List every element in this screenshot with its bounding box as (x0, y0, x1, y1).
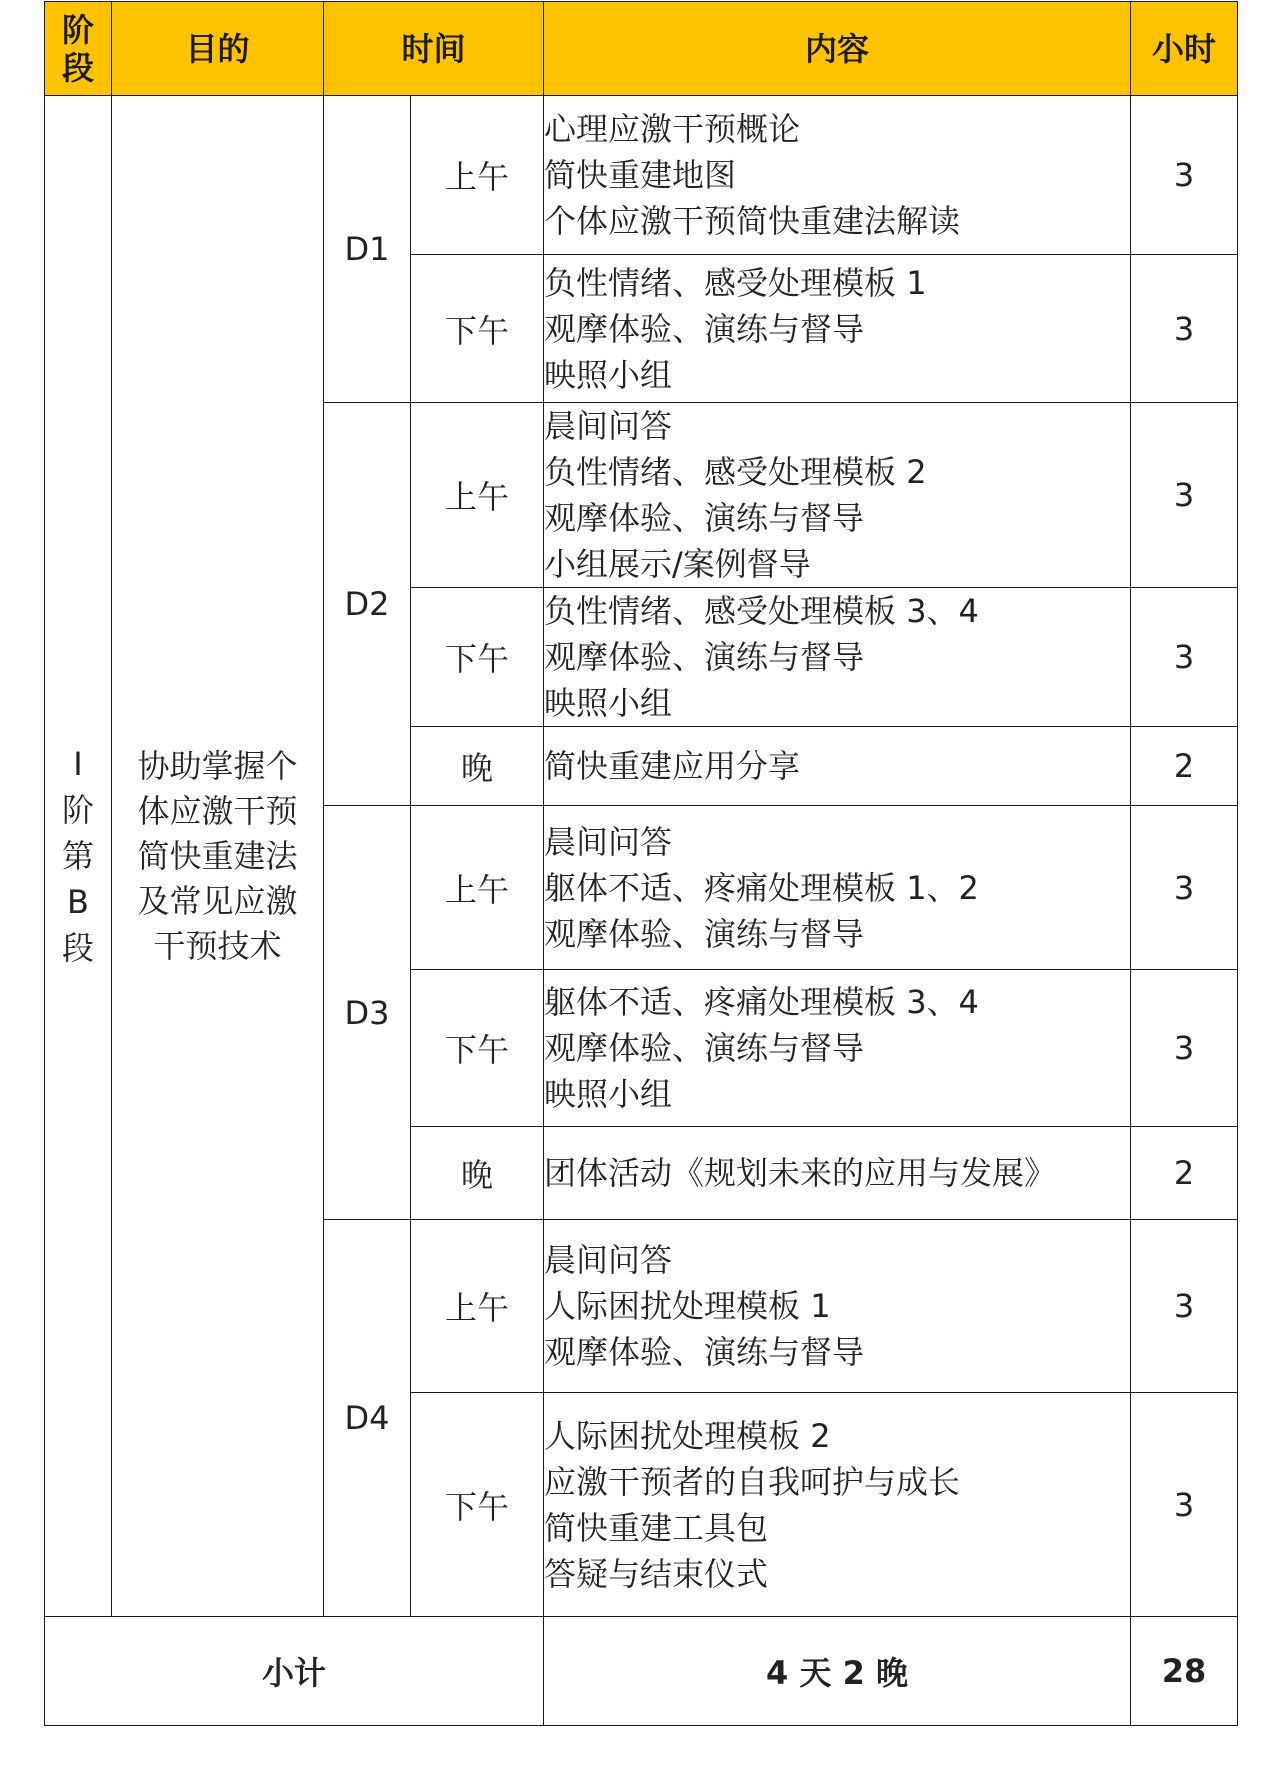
session-content (544, 727, 1131, 806)
content-line: 简快重建工具包 (544, 1508, 769, 1547)
header-stage: 阶 段 (45, 2, 112, 96)
purpose-line: 干预技术 (153, 926, 282, 965)
purpose-line: 体应激干预 (137, 791, 298, 830)
content-line: 晨间问答 (544, 822, 673, 861)
content-line: 心理应激干预概论 (544, 110, 801, 148)
stage-char: 第 (61, 837, 94, 875)
session-content (544, 1220, 1131, 1393)
header-content: 内容 (544, 2, 1131, 96)
content-line: 观摩体验、演练与督导 (544, 499, 865, 537)
session-time: 下午 (411, 970, 544, 1127)
session-time: 上午 (411, 1220, 544, 1393)
content-line: 观摩体验、演练与督导 (544, 1333, 865, 1371)
session-time: 上午 (411, 96, 544, 255)
subtotal-hours: 28 (1131, 1617, 1238, 1726)
session-time: 下午 (411, 1393, 544, 1617)
subtotal-duration: 4 天 2 晚 (544, 1617, 1131, 1726)
session-content (544, 96, 1131, 255)
content-line: 观摩体验、演练与督导 (544, 1029, 865, 1067)
session-content (544, 970, 1131, 1127)
content-line: 躯体不适、疼痛处理模板 1、2 (544, 868, 979, 907)
content-line: 负性情绪、感受处理模板 2 (544, 453, 927, 491)
header-time: 时间 (324, 2, 544, 96)
session-hours: 3 (1131, 255, 1238, 403)
content-line: 映照小组 (544, 355, 673, 394)
session-content (544, 255, 1131, 403)
content-line: 观摩体验、演练与督导 (544, 638, 865, 676)
session-content (544, 403, 1131, 588)
session-row (45, 96, 1238, 255)
session-hours: 3 (1131, 806, 1238, 970)
content-line: 小组展示/案例督导 (544, 545, 811, 583)
stage-char: 段 (61, 929, 94, 967)
session-content (544, 806, 1131, 970)
purpose-line: 简快重建法 (137, 836, 298, 875)
purpose-line: 及常见应激 (137, 881, 298, 920)
purpose-cell (112, 96, 324, 1617)
stage-cell (45, 96, 112, 1617)
content-line: 人际困扰处理模板 1 (544, 1287, 831, 1325)
session-time: 下午 (411, 588, 544, 727)
subtotal-label: 小计 (45, 1617, 544, 1726)
day-label: D3 (324, 806, 411, 1220)
content-line: 团体活动《规划未来的应用与发展》 (544, 1154, 1057, 1192)
content-line: 人际困扰处理模板 2 (544, 1416, 831, 1455)
content-line: 观摩体验、演练与督导 (544, 914, 865, 953)
content-line: 简快重建地图 (544, 156, 737, 194)
content-line: 映照小组 (544, 684, 673, 722)
session-time: 上午 (411, 806, 544, 970)
session-time: 上午 (411, 403, 544, 588)
header-hours: 小时 (1131, 2, 1238, 96)
stage-char: I (73, 745, 83, 783)
content-line: 应激干预者的自我呵护与成长 (544, 1462, 961, 1501)
day-label: D4 (324, 1220, 411, 1617)
content-line: 躯体不适、疼痛处理模板 3、4 (544, 983, 979, 1021)
session-time: 晚 (411, 1127, 544, 1220)
content-line: 映照小组 (544, 1075, 673, 1113)
session-hours: 3 (1131, 970, 1238, 1127)
session-time: 下午 (411, 255, 544, 403)
session-hours: 2 (1131, 727, 1238, 806)
schedule-table (44, 1, 1238, 1726)
stage-char: B (67, 883, 89, 921)
session-content (544, 1393, 1131, 1617)
content-line: 晨间问答 (544, 407, 673, 445)
stage-char: 阶 (61, 791, 94, 829)
content-line: 简快重建应用分享 (544, 747, 801, 785)
content-line: 个体应激干预简快重建法解读 (544, 202, 961, 240)
session-hours: 3 (1131, 1220, 1238, 1393)
session-content (544, 588, 1131, 727)
session-hours: 3 (1131, 588, 1238, 727)
session-hours: 3 (1131, 1393, 1238, 1617)
day-label: D2 (324, 403, 411, 806)
header-purpose: 目的 (112, 2, 324, 96)
session-content (544, 1127, 1131, 1220)
subtotal-row (45, 1617, 1238, 1726)
day-label: D1 (324, 96, 411, 403)
content-line: 观摩体验、演练与督导 (544, 309, 865, 348)
purpose-line: 协助掌握个 (137, 746, 298, 785)
content-line: 答疑与结束仪式 (544, 1554, 769, 1593)
schedule-body (45, 96, 1238, 1726)
content-line: 负性情绪、感受处理模板 1 (544, 263, 927, 302)
session-hours: 3 (1131, 96, 1238, 255)
content-line: 晨间问答 (544, 1241, 673, 1279)
session-hours: 2 (1131, 1127, 1238, 1220)
session-hours: 3 (1131, 403, 1238, 588)
header-row (45, 2, 1238, 96)
content-line: 负性情绪、感受处理模板 3、4 (544, 592, 979, 630)
session-time: 晚 (411, 727, 544, 806)
